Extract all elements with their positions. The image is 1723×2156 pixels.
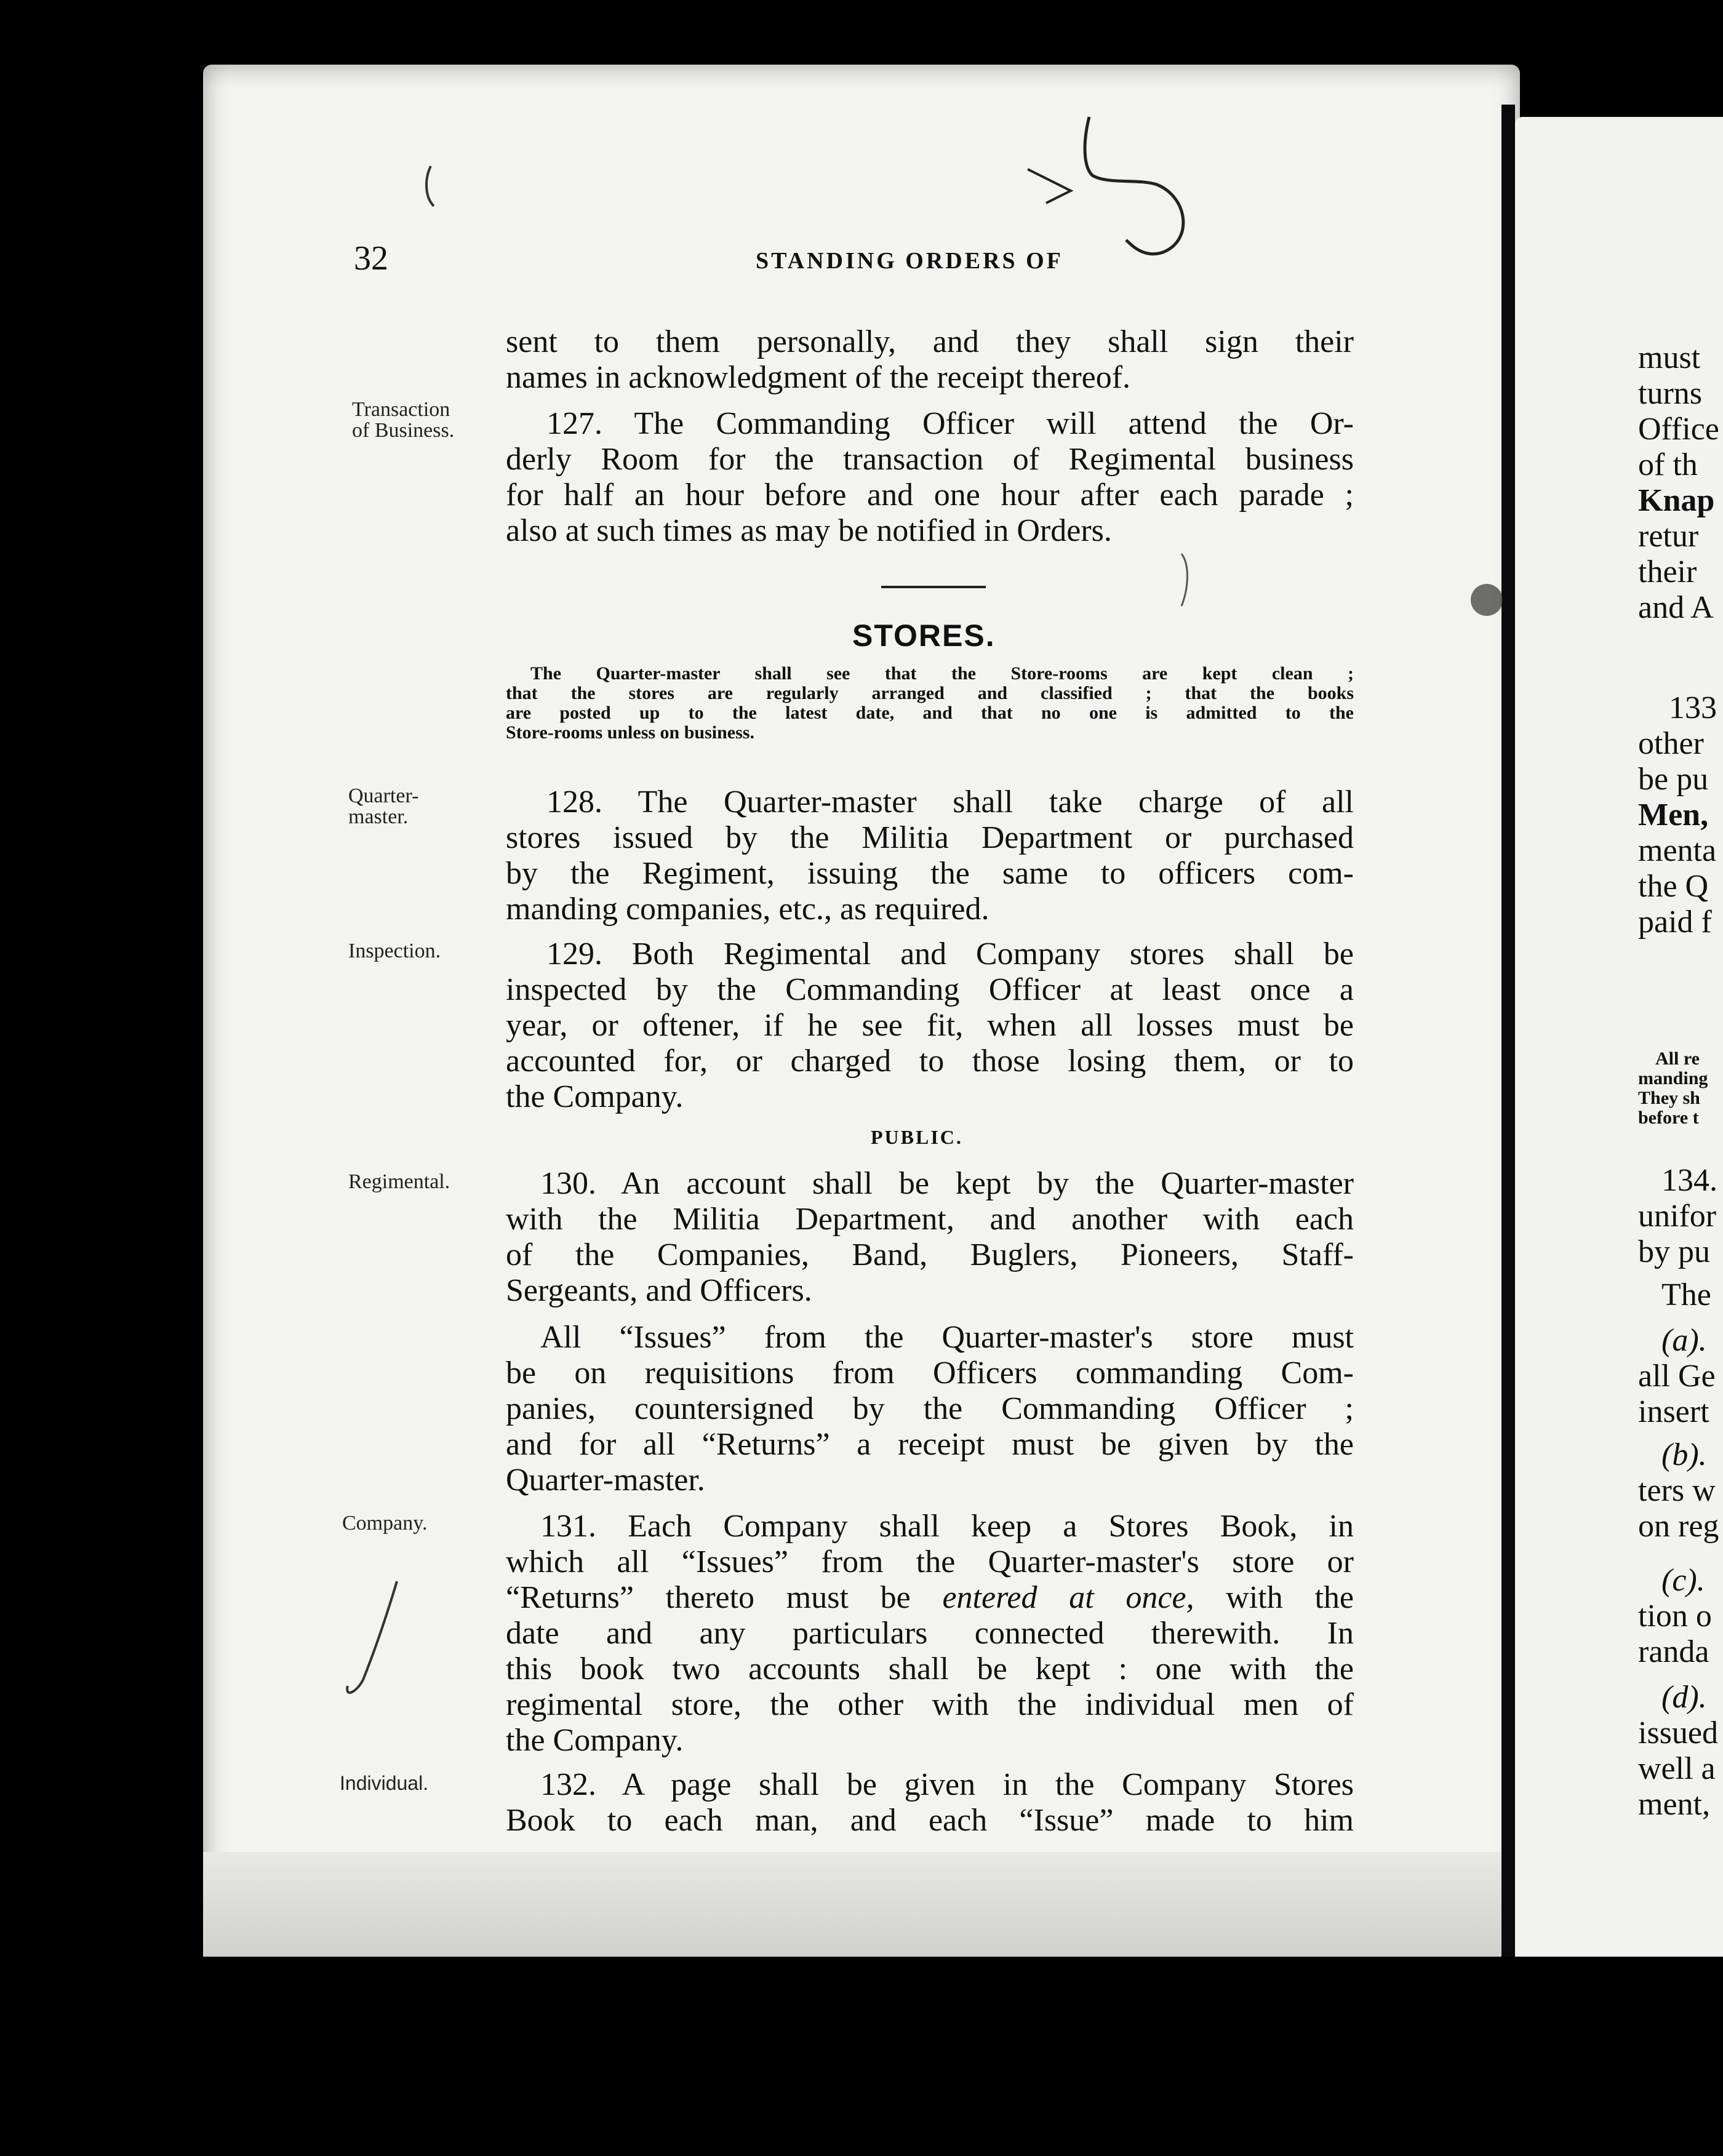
margin-note-individual: Individual. (340, 1772, 429, 1794)
margin-note-quartermaster: Quarter- (348, 785, 419, 807)
paragraph-128-line: stores issued by the Militia Department or purchased (506, 820, 1354, 855)
subheading-public: PUBLIC. (871, 1126, 963, 1148)
text-line: names in acknowledgment of the receipt thereof. (506, 360, 1131, 395)
paragraph-131-text: “Returns” thereto must be (506, 1580, 911, 1615)
right-page-line: insert (1638, 1394, 1709, 1429)
paragraph-129-line: the Company. (506, 1079, 684, 1114)
paragraph-130b-line: Quarter-master. (506, 1463, 705, 1498)
margin-note-quartermaster: master. (348, 805, 409, 828)
right-page-line: Knap (1638, 483, 1715, 518)
right-page-line: issued (1638, 1715, 1718, 1751)
right-page-line: Men, (1638, 797, 1709, 832)
margin-note-transaction: of Business. (352, 419, 455, 442)
right-page-line: (d). (1661, 1680, 1707, 1715)
right-page-note-line: before t (1638, 1108, 1699, 1128)
text-line: sent to them personally, and they shall sign their (506, 324, 1354, 359)
paragraph-127-line: derly Room for the transaction of Regimental business (506, 442, 1354, 477)
paragraph-130-line: Sergeants, and Officers. (506, 1273, 812, 1308)
right-page-line: by pu (1638, 1234, 1710, 1269)
right-page-line: their (1638, 554, 1697, 589)
paragraph-127-line: 127. The Commanding Officer will attend the Or- (546, 406, 1354, 441)
paragraph-130b-line: panies, countersigned by the Commanding Officer ; (506, 1391, 1354, 1426)
section-heading: STORES. (852, 618, 996, 653)
right-page-line: The (1661, 1277, 1711, 1312)
margin-note-transaction: Transaction (352, 398, 450, 421)
right-page-line: 133 (1669, 690, 1717, 725)
paragraph-131-line: date and any particulars connected therewith. In (506, 1616, 1354, 1651)
paragraph-131-emphasis: entered at once, (942, 1580, 1194, 1615)
right-page-note-line: They sh (1638, 1088, 1700, 1108)
right-page-line: randa (1638, 1634, 1709, 1669)
stores-note-line: The Quarter-master shall see that the Store-rooms are kept clean ; (530, 663, 1354, 684)
right-page-line: 134. (1661, 1163, 1717, 1198)
paragraph-131-text: with the (1226, 1580, 1354, 1615)
right-page-line: ters w (1638, 1473, 1716, 1508)
right-page-line: other (1638, 726, 1704, 761)
paragraph-131-line: 131. Each Company shall keep a Stores Book, in (540, 1509, 1354, 1544)
paragraph-131-line: the Company. (506, 1723, 684, 1758)
paragraph-128-line: by the Regiment, issuing the same to officers com- (506, 856, 1354, 891)
right-page-line: (c). (1661, 1563, 1705, 1598)
right-page-line: all Ge (1638, 1359, 1716, 1394)
right-page-line: Office (1638, 412, 1719, 447)
right-page-line: well a (1638, 1751, 1716, 1786)
paragraph-128-line: manding companies, etc., as required. (506, 892, 989, 927)
paragraph-129-line: 129. Both Regimental and Company stores shall be (546, 936, 1354, 972)
right-page-line: of th (1638, 447, 1698, 482)
paragraph-130-line: with the Militia Department, and another with each (506, 1202, 1354, 1237)
right-page-line: (a). (1661, 1323, 1707, 1358)
paragraph-129-line: inspected by the Commanding Officer at least once a (506, 972, 1354, 1007)
stores-note-line: that the stores are regularly arranged and classified ; that the books (506, 683, 1354, 703)
right-page-line: and A (1638, 590, 1714, 625)
right-page-line: (b). (1661, 1437, 1707, 1472)
right-page-note-line: manding (1638, 1068, 1708, 1088)
right-page-line: tion o (1638, 1599, 1712, 1634)
paragraph-132-line: Book to each man, and each “Issue” made to him (506, 1803, 1354, 1838)
paragraph-131-line: regimental store, the other with the individual men of (506, 1687, 1354, 1722)
right-page-line: the Q (1638, 869, 1709, 904)
paragraph-127-line: for half an hour before and one hour after each parade ; (506, 477, 1354, 513)
paragraph-131-line: which all “Issues” from the Quarter-master's store or (506, 1544, 1354, 1579)
right-page-line: retur (1638, 519, 1699, 554)
paragraph-130-line: 130. An account shall be kept by the Quarter-master (540, 1166, 1354, 1201)
page-number: 32 (354, 239, 388, 277)
paragraph-128-line: 128. The Quarter-master shall take charge of all (546, 785, 1354, 820)
running-title: STANDING ORDERS OF (756, 248, 1063, 274)
right-page-line: paid f (1638, 904, 1712, 940)
right-page-line: be pu (1638, 762, 1709, 797)
right-page-line: must (1638, 340, 1701, 375)
paragraph-132-line: 132. A page shall be given in the Company Stores (540, 1767, 1354, 1802)
margin-note-inspection: Inspection. (348, 940, 441, 962)
paragraph-129-line: accounted for, or charged to those losing them, or to (506, 1044, 1354, 1079)
paragraph-131-line: this book two accounts shall be kept : one with the (506, 1651, 1354, 1687)
right-page-line: turns (1638, 376, 1702, 411)
paragraph-130b-line: All “Issues” from the Quarter-master's store must (540, 1320, 1354, 1355)
right-page-line: menta (1638, 833, 1717, 868)
right-page-line: ment, (1638, 1787, 1710, 1822)
margin-note-company: Company. (342, 1512, 428, 1535)
stores-note-line: Store-rooms unless on business. (506, 722, 754, 743)
paragraph-130b-line: and for all “Returns” a receipt must be given by the (506, 1427, 1354, 1462)
stores-note-line: are posted up to the latest date, and that no one is admitted to the (506, 703, 1354, 723)
paragraph-127-line: also at such times as may be notified in Orders. (506, 513, 1112, 548)
right-page-line: unifor (1638, 1199, 1717, 1234)
margin-note-regimental: Regimental. (348, 1170, 450, 1193)
right-page-note-line: All re (1655, 1048, 1700, 1069)
paragraph-130-line: of the Companies, Band, Buglers, Pioneers, Staff- (506, 1237, 1354, 1272)
right-page-line: on reg (1638, 1509, 1719, 1544)
paragraph-130b-line: be on requisitions from Officers commanding Com- (506, 1355, 1354, 1391)
paragraph-129-line: year, or oftener, if he see fit, when all losses must be (506, 1008, 1354, 1043)
